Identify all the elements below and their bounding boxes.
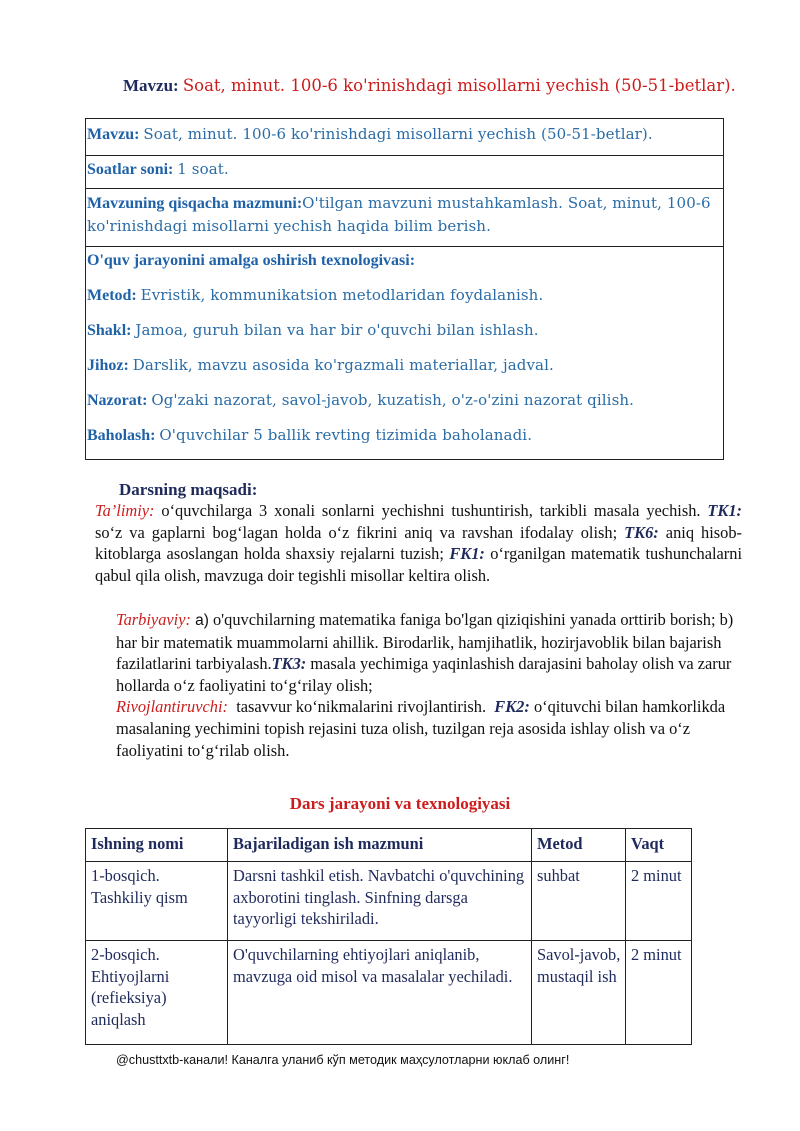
rivoj-label: Rivojlantiruvchi: bbox=[116, 697, 228, 717]
column-header: Metod bbox=[532, 829, 626, 862]
info-row-technology bbox=[86, 247, 723, 459]
tarbiyaviy-paragraph bbox=[116, 609, 742, 696]
page-title bbox=[123, 76, 736, 96]
tk6-label: TK6: bbox=[624, 522, 659, 542]
mavzu-label: Mavzu: bbox=[87, 126, 140, 143]
shakl-value: Jamoa, guruh bilan va har bir o'quvchi bilan ishlash. bbox=[135, 321, 539, 339]
column-header: Ishning nomi bbox=[86, 829, 228, 862]
talimiy-text: o‘quvchilarga 3 xonali sonlarni yechishni tushuntirish, tarkibli masala yechish. bbox=[161, 501, 701, 520]
baholash-value: O'quvchilar 5 ballik revting tizimida baholanadi. bbox=[159, 426, 533, 444]
jihoz-value: Darslik, mavzu asosida ko'rgazmali materiallar, jadval. bbox=[132, 356, 554, 374]
info-row-mazmun bbox=[86, 189, 723, 247]
tk6-text: aniq hisob-kitoblarga asoslangan holda shaxsiy rejalarni tuzish; bbox=[95, 522, 742, 563]
rivoj-text: tasavvur ko‘nikmalarini rivojlantirish. bbox=[236, 697, 487, 717]
rivoj-paragraph bbox=[116, 696, 742, 761]
stage-number: 2-bosqich. bbox=[91, 945, 160, 964]
mazmun-label: Mavzuning qisqacha mazmuni: bbox=[87, 195, 303, 212]
tk1-text: so‘z va gaplarni bog‘lagan holda o‘z fikrini aniq va ravshan ifodalay olish; bbox=[95, 522, 618, 542]
column-header: Bajariladigan ish mazmuni bbox=[228, 829, 532, 862]
column-header: Vaqt bbox=[626, 829, 692, 862]
soatlar-value: 1 soat. bbox=[177, 160, 229, 178]
footer-note: @chusttxtb-канали! Каналга уланиб кўп методик маҳсулотларни юклаб олинг! bbox=[116, 1053, 570, 1067]
table-row bbox=[86, 941, 692, 1045]
stage-content: O'quvchilarning ehtiyojlari aniqlanib, mavzuga oid misol va masalalar yechiladi. bbox=[228, 941, 532, 1045]
mavzu-value: Soat, minut. 100-6 ko'rinishdagi misollarni yechish (50-51-betlar). bbox=[143, 125, 653, 143]
shakl-label: Shakl: bbox=[87, 322, 132, 339]
stage-name-cell bbox=[86, 862, 228, 941]
process-title: Dars jarayoni va texnologiyasi bbox=[289, 794, 511, 813]
jihoz-label: Jihoz: bbox=[87, 357, 129, 374]
table-header-row bbox=[86, 829, 692, 862]
table-row bbox=[86, 862, 692, 941]
title-label: Mavzu: bbox=[123, 76, 179, 95]
stage-title: Ehtiyojlarni (refieksiya) aniqlash bbox=[91, 966, 170, 1029]
stage-method: suhbat bbox=[532, 862, 626, 941]
technology-label: O'quv jarayonini amalga oshirish texnologivasi: bbox=[87, 252, 416, 269]
title-text: Soat, minut. 100-6 ko'rinishdagi misollarni yechish (50-51-betlar). bbox=[182, 76, 736, 95]
process-table bbox=[85, 828, 692, 1045]
stage-time: 2 minut bbox=[626, 862, 692, 941]
tarbiyaviy-a: a) bbox=[195, 612, 209, 629]
goals-heading: Darsning maqsadi: bbox=[119, 480, 258, 499]
tk3-label: TK3: bbox=[271, 654, 307, 674]
info-row-mavzu bbox=[86, 119, 723, 156]
stage-method: Savol-javob, mustaqil ish bbox=[532, 941, 626, 1045]
soatlar-label: Soatlar soni: bbox=[87, 161, 174, 178]
fk2-text: o‘qituvchi bilan hamkorlikda masalaning yechimini topish rejasini tuza olish, tuzilgan reja asosida ishlay olish va o‘z faoliyatini to‘g‘rilab olish. bbox=[116, 697, 726, 760]
lesson-info-box bbox=[85, 118, 724, 460]
stage-content: Darsni tashkil etish. Navbatchi o'quvchining axborotini tinglash. Sinfning darsga tayyorligi tekshiriladi. bbox=[228, 862, 532, 941]
goals-tarbiyaviy-rivoj bbox=[116, 609, 742, 761]
tk3-text: masala yechimiga yaqinlashish darajasini baholay olish va zarur hollarda o‘z faoliyatini to‘g‘rilay olish; bbox=[116, 654, 732, 695]
talimiy-label: Ta’limiy: bbox=[95, 501, 155, 520]
stage-number: 1-bosqich. bbox=[91, 866, 160, 885]
fk1-text: o‘rganilgan matematik tushunchalarni qabul qila olish, mavzuga doir tegishli misollar keltira olish. bbox=[95, 544, 742, 585]
tarbiyaviy-label: Tarbiyaviy: bbox=[116, 610, 191, 629]
mazmun-value: O'tilgan mavzuni mustahkamlash. Soat, minut, 100-6 ko'rinishdagi misollarni yechish haqida bilim berish. bbox=[87, 194, 711, 235]
tarbiyaviy-text: o'quvchilarning matematika faniga bo'lgan qiziqishini yanada orttirib borish; b) har bir matematik muammolarni ahillik. Birodarlik, hamjihatlik, hozirjavoblik bilan bajarish fazilatlarini tarbiyalash. bbox=[116, 610, 734, 674]
fk2-label: FK2: bbox=[494, 697, 530, 717]
stage-title: Tashkiliy qism bbox=[91, 887, 188, 907]
tk1-label: TK1: bbox=[707, 501, 742, 520]
nazorat-label: Nazorat: bbox=[87, 392, 148, 409]
stage-name-cell bbox=[86, 941, 228, 1045]
nazorat-value: Og'zaki nazorat, savol-javob, kuzatish, o'z-o'zini nazorat qilish bbox=[151, 391, 630, 409]
fk1-label: FK1: bbox=[449, 544, 485, 563]
metod-value: Evristik, kommunikatsion metodlaridan foydalanish. bbox=[140, 286, 544, 304]
nazorat-end: . bbox=[629, 391, 635, 409]
info-row-soatlar bbox=[86, 156, 723, 189]
goals-talimiy bbox=[95, 500, 742, 586]
baholash-label: Baholash: bbox=[87, 427, 156, 444]
metod-label: Metod: bbox=[87, 287, 137, 304]
stage-time: 2 minut bbox=[626, 941, 692, 1045]
